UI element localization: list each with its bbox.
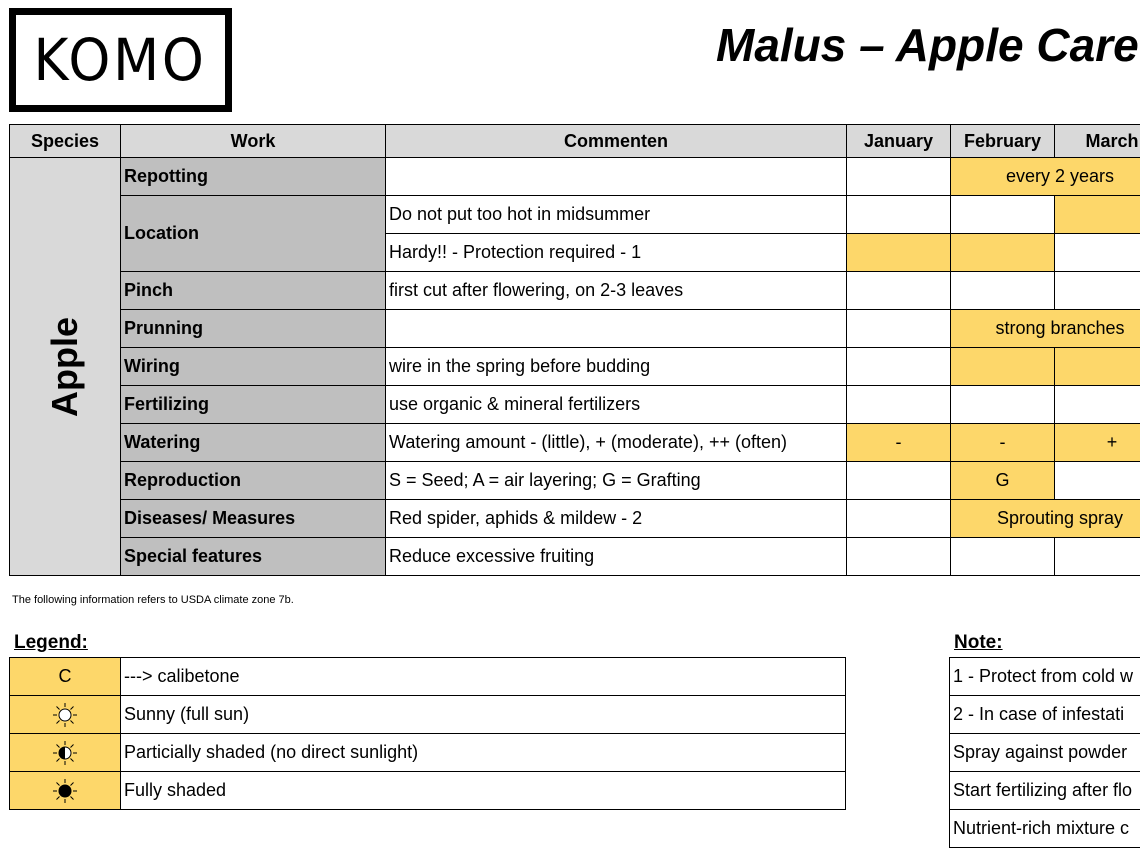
- legend-text: Particially shaded (no direct sunlight): [121, 734, 846, 772]
- header-row: [10, 125, 1140, 158]
- month-cell: [847, 386, 951, 424]
- work-cell: Repotting: [121, 158, 386, 196]
- month-cell: [1055, 272, 1140, 310]
- legend-symbol: [10, 696, 121, 734]
- month-cell: [1055, 196, 1140, 234]
- legend-row: [10, 658, 846, 696]
- month-cell: [951, 196, 1055, 234]
- month-cell: [951, 348, 1055, 386]
- month-cell: +: [1055, 424, 1140, 462]
- header-february: February: [951, 125, 1055, 158]
- note-item: Nutrient-rich mixture c: [950, 810, 1140, 848]
- month-span-cell: strong branches: [951, 310, 1140, 348]
- work-cell: Special features: [121, 538, 386, 576]
- legend-row: [10, 734, 846, 772]
- comment-cell: use organic & mineral fertilizers: [386, 386, 847, 424]
- month-cell: [847, 348, 951, 386]
- legend-symbol: [10, 772, 121, 810]
- month-cell: [1055, 386, 1140, 424]
- table-row: [10, 386, 1140, 424]
- legend-row: [10, 696, 846, 734]
- comment-cell: Red spider, aphids & mildew - 2: [386, 500, 847, 538]
- full-sun-icon: [52, 702, 78, 728]
- month-cell: [847, 234, 951, 272]
- legend-symbol: [10, 734, 121, 772]
- month-cell: [847, 310, 951, 348]
- month-cell: [1055, 348, 1140, 386]
- month-cell: [951, 538, 1055, 576]
- table-row: [10, 196, 1140, 234]
- month-cell: [1055, 462, 1140, 500]
- legend-text: ---> calibetone: [121, 658, 846, 696]
- legend-symbol: C: [10, 658, 121, 696]
- comment-cell: [386, 158, 847, 196]
- note-item: Spray against powder: [950, 734, 1140, 772]
- comment-cell: [386, 310, 847, 348]
- legend-text: Fully shaded: [121, 772, 846, 810]
- note-title: Note:: [954, 632, 1003, 653]
- month-span-cell: Sprouting spray: [951, 500, 1140, 538]
- table-row: [10, 272, 1140, 310]
- work-cell: Location: [121, 196, 386, 272]
- month-cell: G: [951, 462, 1055, 500]
- climate-zone-note: The following information refers to USDA climate zone 7b.: [12, 594, 294, 606]
- page-title: Malus – Apple Care: [716, 19, 1139, 71]
- month-cell: -: [951, 424, 1055, 462]
- table-row: [10, 348, 1140, 386]
- komo-logo: [9, 8, 232, 112]
- comment-cell: S = Seed; A = air layering; G = Grafting: [386, 462, 847, 500]
- month-cell: [951, 272, 1055, 310]
- work-cell: Reproduction: [121, 462, 386, 500]
- note-item: 2 - In case of infestati: [950, 696, 1140, 734]
- legend-title: Legend:: [14, 632, 88, 653]
- full-shade-icon: [52, 778, 78, 804]
- comment-cell: wire in the spring before budding: [386, 348, 847, 386]
- comment-cell: Watering amount - (little), + (moderate), ++ (often): [386, 424, 847, 462]
- header-january: January: [847, 125, 951, 158]
- work-cell: Watering: [121, 424, 386, 462]
- month-cell: [847, 196, 951, 234]
- table-row: [10, 538, 1140, 576]
- notes-table: [949, 657, 1140, 848]
- header-work: Work: [121, 125, 386, 158]
- legend-table: [9, 657, 846, 810]
- work-cell: Wiring: [121, 348, 386, 386]
- species-cell: [10, 158, 121, 576]
- care-table: [9, 124, 1140, 576]
- month-cell: [847, 272, 951, 310]
- legend-row: [10, 772, 846, 810]
- comment-cell: first cut after flowering, on 2-3 leaves: [386, 272, 847, 310]
- comment-cell: Hardy!! - Protection required - 1: [386, 234, 847, 272]
- comment-cell: Reduce excessive fruiting: [386, 538, 847, 576]
- work-cell: Prunning: [121, 310, 386, 348]
- note-item: 1 - Protect from cold w: [950, 658, 1140, 696]
- table-row: [10, 310, 1140, 348]
- month-cell: [847, 462, 951, 500]
- species-label: Apple: [43, 316, 85, 417]
- header-comments: Commenten: [386, 125, 847, 158]
- table-row: [10, 424, 1140, 462]
- legend-text: Sunny (full sun): [121, 696, 846, 734]
- month-cell: [847, 538, 951, 576]
- month-cell: [847, 500, 951, 538]
- table-row: [10, 462, 1140, 500]
- header-march: March: [1055, 125, 1140, 158]
- month-cell: -: [847, 424, 951, 462]
- work-cell: Fertilizing: [121, 386, 386, 424]
- logo-text: KOMO: [33, 26, 208, 94]
- header-species: Species: [10, 125, 121, 158]
- month-span-cell: every 2 years: [951, 158, 1140, 196]
- half-shade-icon: [52, 740, 78, 766]
- note-item: Start fertilizing after flo: [950, 772, 1140, 810]
- comment-cell: Do not put too hot in midsummer: [386, 196, 847, 234]
- month-cell: [951, 386, 1055, 424]
- table-row: [10, 500, 1140, 538]
- work-cell: Diseases/ Measures: [121, 500, 386, 538]
- month-cell: [1055, 538, 1140, 576]
- month-cell: [847, 158, 951, 196]
- month-cell: [951, 234, 1055, 272]
- month-cell: [1055, 234, 1140, 272]
- table-row: [10, 158, 1140, 196]
- work-cell: Pinch: [121, 272, 386, 310]
